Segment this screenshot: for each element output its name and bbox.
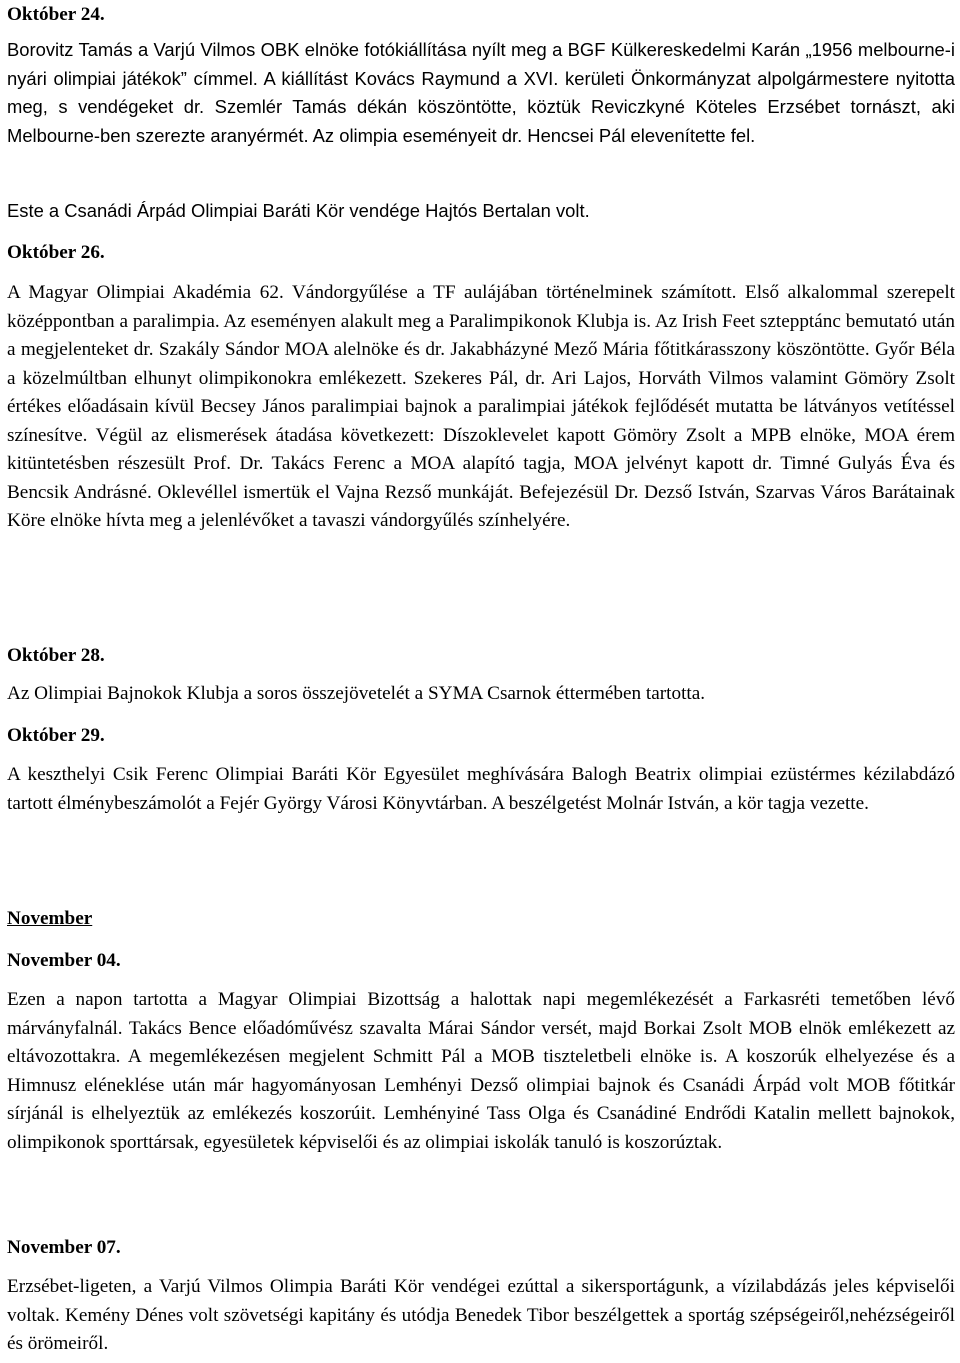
- paragraph-nov-07-waterpolo: Erzsébet-ligeten, a Varjú Vilmos Olimpia Baráti Kör vendégei ezúttal a sikersportágunk, a vízilabdázás jeles képviselői voltak. Kemény Dénes volt szövetségi kapitány és utódja Benedek Tibor beszélgettek a sportág szépségeiről,nehézségeiről és örömeiről.: [7, 1276, 955, 1354]
- paragraph-oct-24-exhibition: Borovitz Tamás a Varjú Vilmos OBK elnöke fotókiállítása nyílt meg a BGF Külkereskedelmi Karán „1956 melbourne-i nyári olimpiai játékok” címmel. A kiállítást Kovács Raymund a XVI. kerületi Önkormányzat alpolgármestere nyitotta meg, s vendégeket dr. Szemlér Tamás dékán köszöntötte, köztük Reviczkyné Köteles Erzsébet tornászt, aki Melbourne-ben szerezte aranyérmét. Az olimpia eseményeit dr. Hencsei Pál elevenítette fel.: [7, 39, 955, 146]
- paragraph-oct-24-evening: Este a Csanádi Árpád Olimpiai Baráti Kör vendége Hajtós Bertalan volt.: [7, 200, 590, 221]
- date-heading-oct-26: Október 26.: [7, 242, 105, 263]
- date-heading-nov-04: November 04.: [7, 950, 121, 971]
- paragraph-oct-26-assembly: A Magyar Olimpiai Akadémia 62. Vándorgyűlése a TF aulájában történelminek számított. Első alkalommal szerepelt középpontban a paralimpia. Az eseményen alakult meg a Paralimpikonok Klubja is. Az Irish Feet sztepptánc bemutató után a megjelenteket dr. Szakály Sándor MOA alelnöke és dr. Jakabházyné Mező Mária főtitkárasszony köszöntötte. Győr Béla a közelmúltban elhunyt olimpikonokra emlékezett. Szekeres Pál, dr. Ari Lajos, Horváth Vilmos valamint Gömöry Zsolt értékes előadásain kívül Becsey János paralimpiai bajnok a paralimpiai játékok fejlődését mutatta be látványos vetítéssel színesítve. Végül az elismerések átadása következett: Díszoklevelet kapott Gömöry Zsolt a MPB elnöke, MOA érem kitüntetésben részesült Prof. Dr. Takács Ferenc a MOA alapító tagja, MOA jelvényt kapott dr. Timné Gulyás Éva és Bencsik Andrásné. Oklevéllel ismertük el Vajna Rezső munkáját. Befejezésül Dr. Dezső István, Szarvas Város Barátainak Köre elnöke hívta meg a jelenlévőket a tavaszi vándorgyűlés színhelyére.: [7, 282, 955, 531]
- date-heading-oct-29: Október 29.: [7, 725, 105, 746]
- date-heading-oct-24: Október 24.: [7, 4, 105, 25]
- paragraph-oct-29-keszthely: A keszthelyi Csik Ferenc Olimpiai Baráti Kör Egyesület meghívására Balogh Beatrix olimpiai ezüstérmes kézilabdázó tartott élménybeszámolót a Fejér György Városi Könyvtárban. A beszélgetést Molnár István, a kör tagja vezette.: [7, 764, 955, 814]
- date-heading-oct-28: Október 28.: [7, 645, 105, 666]
- month-title-november: November: [7, 908, 93, 929]
- paragraph-nov-04-commemoration: Ezen a napon tartotta a Magyar Olimpiai Bizottság a halottak napi megemlékezését a Farkasréti temetőben lévő márványfalnál. Takács Bence előadóművész szavalta Márai Sándor versét, majd Borkai Zsolt MOB elnök emlékezett az eltávozottakra. A megemlékezésen megjelent Schmitt Pál a MOB tiszteletbeli elnöke is. A koszorúk elhelyezése és a Himnusz eléneklése után már hagyományosan Lemhényi Dezső olimpiai bajnok és Csanádi Árpád volt MOB főtitkár sírjánál is elhelyeztük az emlékezés koszorúit. Lemhényiné Tass Olga és Csanádiné Endrődi Katalin mellett bajnokok, olimpikonok sporttársak, egyesületek képviselői és az olimpiai iskolák tanuló is koszorúztak.: [7, 989, 955, 1153]
- date-heading-nov-07: November 07.: [7, 1237, 121, 1258]
- paragraph-oct-28-club: Az Olimpiai Bajnokok Klubja a soros összejövetelét a SYMA Csarnok éttermében tartotta.: [7, 683, 706, 704]
